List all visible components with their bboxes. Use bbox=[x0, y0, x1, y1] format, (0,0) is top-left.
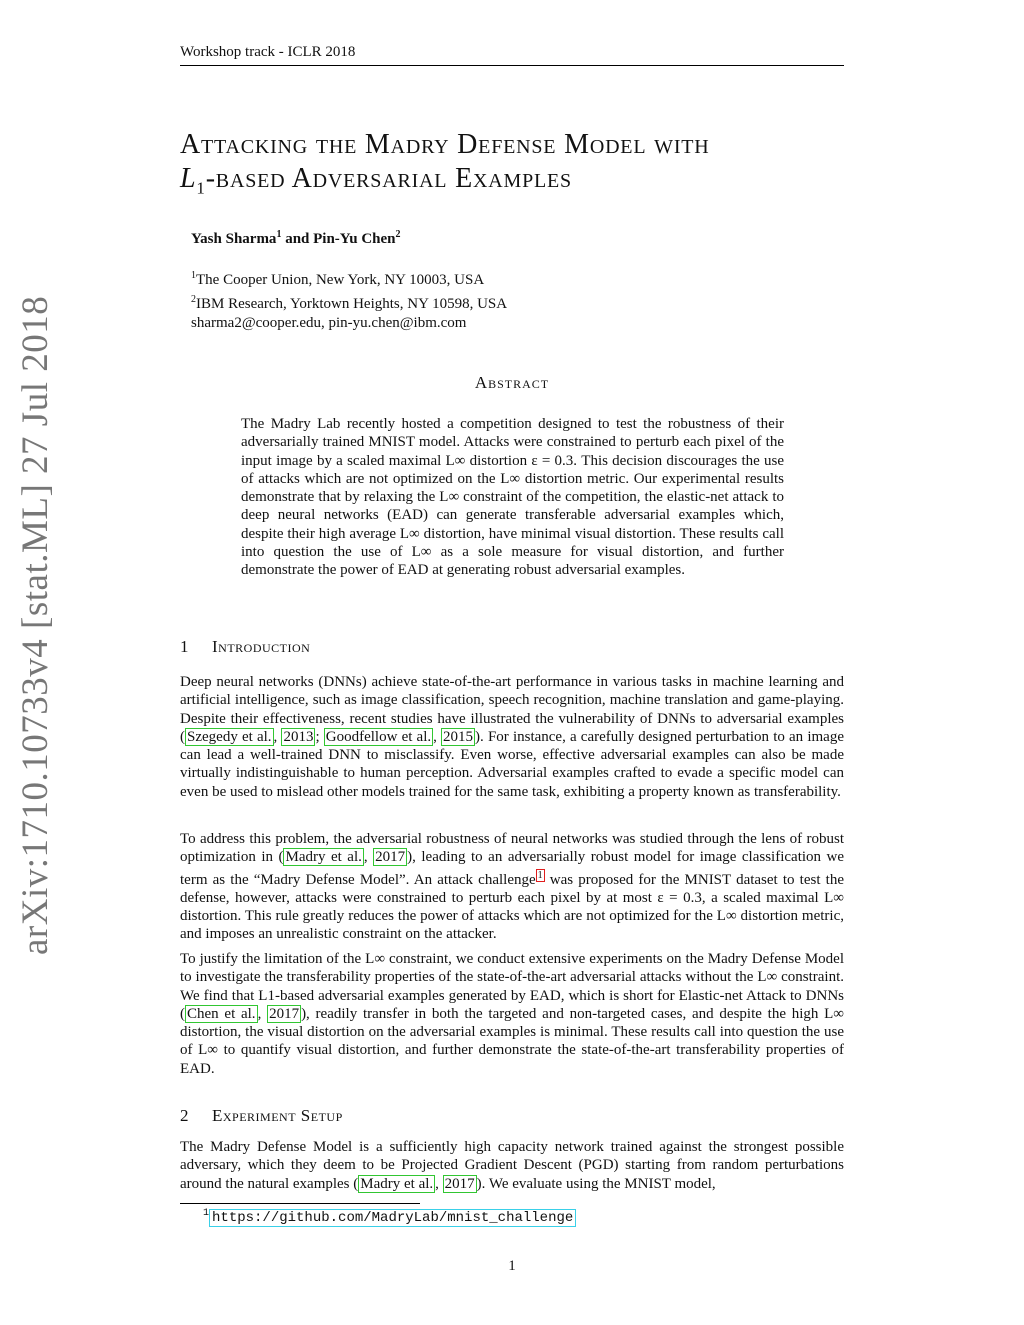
title-math-l: L bbox=[180, 163, 197, 194]
title-line-2 bbox=[180, 162, 710, 206]
page-number: 1 bbox=[508, 1258, 516, 1274]
affiliation-2 bbox=[191, 290, 507, 314]
author-emails: sharma2@cooper.edu, pin-yu.chen@ibm.com bbox=[191, 315, 467, 332]
section-2-title: Experiment Setup bbox=[212, 1106, 343, 1125]
intro-p3-text-b: ), readily transfer in both the targeted and non-targeted cases, and despite the high L∞ distortion, the visual distortion on the adversarial examples is minimal. These results call into question the use of L∞ to quantify visual distortion, and further demonstrate the state-of-the-art transferability properties of EAD. bbox=[180, 1005, 844, 1077]
author-2: Pin-Yu Chen bbox=[313, 231, 396, 247]
affiliation-2-text: IBM Research, Yorktown Heights, NY 10598, USA bbox=[196, 296, 508, 313]
intro-p2-text-a: To address this problem, the adversarial robustness of neural networks was studied through the lens of robust optimization in ( bbox=[180, 831, 844, 866]
setup-p1-text-b: ). We evaluate using the MNIST model, bbox=[476, 1175, 716, 1192]
footnote-mark: 1 bbox=[203, 1208, 210, 1219]
affiliation-1-mark: 1 bbox=[191, 270, 196, 281]
footnote-link[interactable]: 1 bbox=[537, 869, 543, 881]
affiliation-2-mark: 2 bbox=[191, 294, 196, 306]
setup-p1-text-a: The Madry Defense Model is a sufficiently high capacity network trained against the strongest possible adversary, which they deem to be Projected Gradient Descent (PGD) starting from random perturbations around the natural examples ( bbox=[180, 1139, 844, 1192]
section-1-heading bbox=[180, 637, 310, 657]
section-2-heading bbox=[180, 1106, 343, 1126]
setup-paragraph-1: The Madry Defense Model is a sufficiently high capacity network trained against the strongest possible adversary, which they deem to be Projected Gradient Descent (PGD) starting from random perturbations around the natural examples ( Madry et al. , 2017 ). We evaluate using the MNIST model, bbox=[180, 1139, 844, 1192]
citation-link[interactable]: Chen et al. bbox=[187, 1005, 256, 1022]
affiliation-1 bbox=[191, 266, 507, 290]
citation-link[interactable]: Goodfellow et al. bbox=[325, 728, 432, 745]
citation-link[interactable]: Madry et al. bbox=[360, 1175, 434, 1192]
citation-year-link[interactable]: 2015 bbox=[443, 728, 474, 745]
intro-p3-text-a: To justify the limitation of the L∞ constraint, we conduct extensive experiments on the Madry Defense Model to investigate the transferability properties of the state-of-the-art adversarial attacks without the L∞ constraint. We find that L1-based adversarial examples generated by EAD, which is short for Elastic-net Attack to DNNs ( bbox=[180, 951, 844, 1022]
running-header: Workshop track - ICLR 2018 bbox=[180, 44, 356, 60]
affiliation-1-text: The Cooper Union, New York, NY 10003, USA bbox=[196, 272, 485, 288]
intro-paragraph-3: To justify the limitation of the L∞ constraint, we conduct extensive experiments on the Madry Defense Model to investigate the transferability properties of the state-of-the-art adversarial attacks without the L∞ constraint. We find that L1-based adversarial examples generated by EAD, which is short for Elastic-net Attack to DNNs ( Chen et al. , 2017 ), readily transfer in both the targeted and non-targeted cases, and despite the high L∞ distortion, the visual distortion on the adversarial examples is minimal. These results call into question the use of L∞ to quantify visual distortion, and further demonstrate the state-of-the-art transferability properties of EAD. bbox=[180, 951, 844, 1077]
header-rule bbox=[180, 65, 844, 66]
section-1-title: Introduction bbox=[212, 637, 311, 656]
footnote-url-link[interactable]: https://github.com/MadryLab/mnist_challenge bbox=[209, 1209, 576, 1227]
author-list bbox=[191, 229, 401, 248]
footnote-rule bbox=[180, 1203, 420, 1204]
author-2-mark: 2 bbox=[395, 229, 401, 240]
author-and: and bbox=[281, 231, 314, 247]
author-1-mark: 1 bbox=[276, 229, 282, 240]
intro-p1-text-a: Deep neural networks (DNNs) achieve state-of-the-art performance in various tasks in machine learning and artificial intelligence, such as image classification, speech recognition, machine translation and game-playing. Despite their effectiveness, recent studies have illustrated the vulnerability of DNNs to adversarial examples ( bbox=[180, 674, 844, 745]
citation-year-link[interactable]: 2017 bbox=[375, 849, 406, 866]
section-2-number: 2 bbox=[180, 1106, 189, 1125]
intro-paragraph-1: Deep neural networks (DNNs) achieve state-of-the-art performance in various tasks in machine learning and artificial intelligence, such as image classification, speech recognition, machine translation and game-playing. Despite their effectiveness, recent studies have illustrated the vulnerability of DNNs to adversarial examples ( Szegedy et al. , 2013 ; Goodfellow et al. , 2015 ). For instance, a carefully designed perturbation to an image can lead a well-trained DNN to misclassify. Even worse, effective adversarial examples can also be made virtually indistinguishable to human perception. Adversarial examples crafted to evade a specific model can even be used to mislead other models trained for the same task, exhibiting a property known as transferability. bbox=[180, 674, 844, 800]
footnote bbox=[203, 1208, 576, 1226]
intro-p1-text-b: ). For instance, a carefully designed perturbation to an image can lead a well-trained DNN to misclassify. Even worse, effective adversarial examples can also be made virtually indistinguishable to human perception. Adversarial examples crafted to evade a specific model can even be used to mislead other models trained for the same task, exhibiting a property known as transferability. bbox=[180, 728, 844, 800]
title-line-2-text: -based Adversarial Examples bbox=[205, 163, 572, 194]
citation-link[interactable]: Madry et al. bbox=[285, 849, 362, 866]
author-1: Yash Sharma bbox=[191, 231, 277, 247]
citation-year-link[interactable]: 2017 bbox=[269, 1005, 300, 1022]
intro-p2-text-b: ), leading to an adversarially robust model for image classification we term as the “Madry Defense Model”. An attack challenge bbox=[180, 849, 845, 888]
citation-year-link[interactable]: 2017 bbox=[444, 1175, 475, 1192]
affiliations bbox=[191, 266, 507, 334]
abstract-heading: Abstract bbox=[474, 373, 550, 392]
intro-p2-text-c: was proposed for the MNIST dataset to test the defense, however, attacks were constrained to perturb each pixel by at most ε = 0.3, a scaled maximal L∞ distortion. This rule greatly reduces the power of attacks which are not optimized for the L∞ distortion metric, and imposes an unrealistic constraint on the attacker. bbox=[180, 871, 844, 943]
title-line-1: Attacking the Madry Defense Model with bbox=[180, 129, 710, 160]
intro-paragraph-2: To address this problem, the adversarial robustness of neural networks was studied through the lens of robust optimization in ( Madry et al. , 2017 ), leading to an adversarially robust model for image classification we term as the “Madry Defense Model”. An attack challenge $^1$ was proposed for the MNIST dataset to test the defense, however, attacks were constrained to perturb each pixel by at most ε = 0.3, a scaled maximal L∞ distortion. This rule greatly reduces the power of attacks which are not optimized for the L∞ distortion metric, and imposes an unrealistic constraint on the attacker. bbox=[180, 831, 845, 943]
section-1-number: 1 bbox=[180, 637, 189, 656]
paper-title bbox=[180, 128, 710, 206]
abstract-body: The Madry Lab recently hosted a competition designed to test the robustness of their adversarially trained MNIST model. Attacks were constrained to perturb each pixel of the input image by a scaled maximal L∞ distortion ε = 0.3. This decision discourages the use of attacks which are not optimized on the L∞ distortion metric. Our experimental results demonstrate that by relaxing the L∞ constraint of the competition, the elastic-net attack to deep neural networks (EAD) can generate transferable adversarial examples which, despite their high average L∞ distortion, have minimal visual distortion. These results call into question the use of L∞ as a sole measure for visual distortion, and further demonstrate the power of EAD at generating robust adversarial examples. bbox=[241, 416, 784, 579]
citation-year-link[interactable]: 2013 bbox=[283, 728, 314, 745]
citation-link[interactable]: Szegedy et al. bbox=[187, 728, 272, 745]
title-math-sub: 1 bbox=[196, 178, 206, 198]
arxiv-identifier: arXiv:1710.10733v4 [stat.ML] 27 Jul 2018 bbox=[15, 295, 56, 955]
